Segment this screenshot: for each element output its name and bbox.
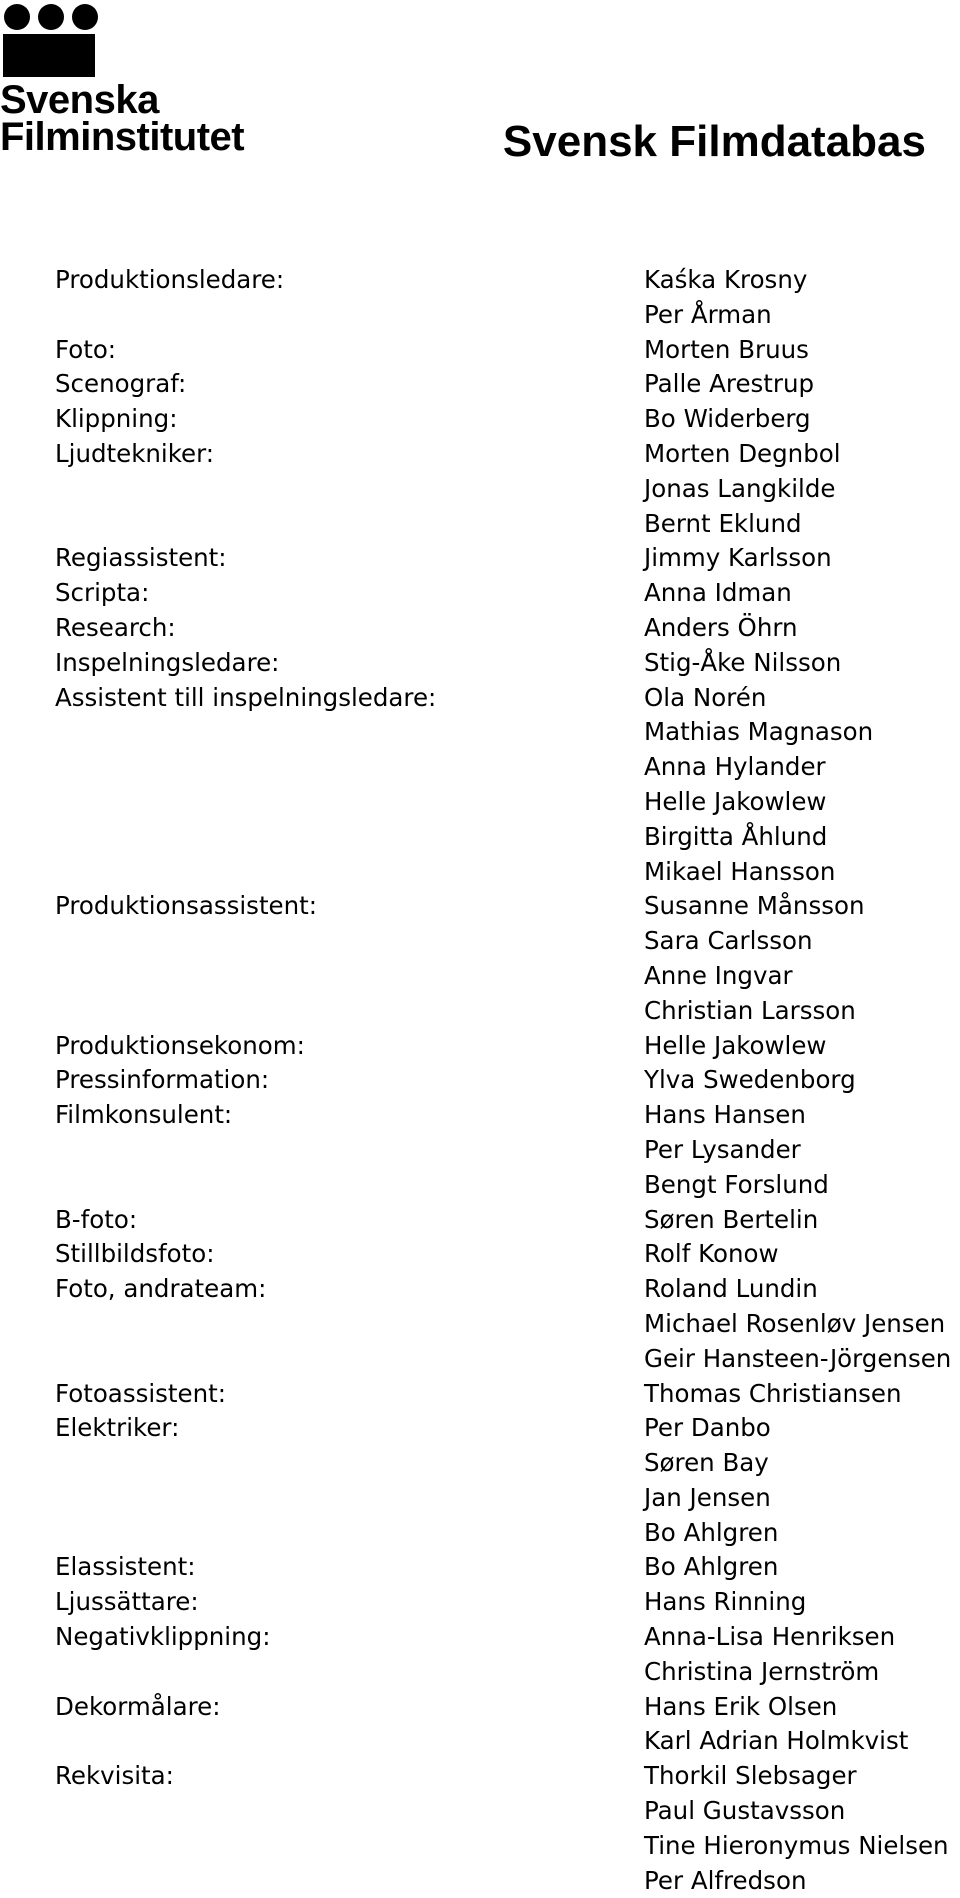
credit-name: Bo Widerberg [644,404,811,434]
credit-row [0,1516,960,1551]
credit-row [0,1029,960,1064]
credit-row [0,1446,960,1481]
credit-name: Kaśka Krosny [644,265,808,294]
credit-role: Inspelningsledare: [55,647,280,677]
credit-name: Søren Bay [644,1448,769,1478]
credit-name: Bengt Forslund [644,1169,829,1199]
credit-row [0,1377,960,1412]
credit-row [0,367,960,402]
credit-row [0,750,960,785]
credit-name: Birgitta Åhlund [644,821,828,851]
credit-row [0,1794,960,1829]
credit-row [0,1203,960,1238]
credit-role: Regiassistent: [55,543,227,573]
credit-role: Filmkonsulent: [55,1100,233,1130]
credit-name: Mathias Magnason [644,717,874,747]
credit-name: Per Danbo [644,1413,771,1443]
credit-role: Foto, andrateam: [55,1274,267,1304]
credit-name: Bo Ahlgren [644,1552,779,1582]
credit-name: Per Alfredson [644,1865,807,1895]
credit-role: Stillbildsfoto: [55,1239,215,1269]
credit-row [0,1168,960,1203]
credit-role: B-foto: [55,1204,138,1234]
credit-role: Rekvisita: [55,1761,174,1791]
credit-row [0,1272,960,1307]
credit-role: Dekormålare: [55,1691,221,1721]
credit-row [0,263,960,298]
credit-name: Anne Ingvar [644,960,793,990]
credit-row [0,437,960,472]
credit-name: Bernt Eklund [644,508,802,538]
credit-name: Karl Adrian Holmkvist [644,1726,909,1756]
credit-role: Produktionsekonom: [55,1030,305,1060]
credit-row [0,820,960,855]
credit-name: Anders Öhrn [644,612,798,642]
logo-square-icon [3,34,95,77]
credit-name: Thorkil Slebsager [644,1761,857,1791]
credit-row [0,1724,960,1759]
logo-text-line2: Filminstitutet [0,115,245,159]
credit-row [0,1690,960,1725]
credit-row [0,855,960,890]
credit-name: Roland Lundin [644,1274,818,1304]
credit-name: Christian Larsson [644,995,856,1025]
credit-name: Helle Jakowlew [644,786,827,816]
credit-name: Sara Carlsson [644,926,813,956]
credit-role: Scenograf: [55,369,187,399]
credit-row [0,472,960,507]
credit-row [0,1133,960,1168]
credit-name: Hans Erik Olsen [644,1691,838,1721]
credit-row [0,1307,960,1342]
credit-name: Per Årman [644,299,772,329]
credit-row [0,1342,960,1377]
credit-name: Morten Bruus [644,334,809,364]
credit-name: Palle Arestrup [644,369,815,399]
credit-name: Hans Hansen [644,1100,806,1130]
credit-role: Klippning: [55,404,178,434]
credit-row [0,924,960,959]
credit-name: Ola Norén [644,682,767,712]
credit-name: Jimmy Karlsson [644,543,832,573]
credit-name: Christina Jernström [644,1656,880,1686]
credit-role: Ljussättare: [55,1587,199,1617]
credit-role: Ljudtekniker: [55,438,215,468]
credit-role: Fotoassistent: [55,1378,226,1408]
credit-name: Susanne Månsson [644,891,865,921]
credit-name: Morten Degnbol [644,438,841,468]
credit-name: Mikael Hansson [644,856,836,886]
credit-name: Bo Ahlgren [644,1517,779,1547]
credit-row [0,507,960,542]
credit-row [0,1864,960,1898]
credit-name: Paul Gustavsson [644,1796,846,1826]
credit-role: Assistent till inspelningsledare: [55,682,437,712]
credit-role: Negativklippning: [55,1622,271,1652]
page-title: Svensk Filmdatabas [502,117,926,166]
credit-name: Søren Bertelin [644,1204,819,1234]
credit-row [0,1098,960,1133]
credit-row [0,994,960,1029]
credit-row [0,1655,960,1690]
credit-name: Anna-Lisa Henriksen [644,1622,896,1652]
credits-list [0,263,960,1898]
credit-name: Jonas Langkilde [644,473,836,503]
credit-name: Ylva Swedenborg [644,1065,856,1095]
credit-row [0,715,960,750]
credit-name: Stig-Åke Nilsson [644,647,842,677]
credit-row [0,1237,960,1272]
logo-text-line1: Svenska [0,78,159,122]
credit-role: Pressinformation: [55,1065,270,1095]
credit-name: Geir Hansteen-Jörgensen [644,1343,952,1373]
credit-row [0,1481,960,1516]
credit-name: Tine Hieronymus Nielsen [644,1830,949,1860]
logo [0,0,260,170]
credit-role: Scripta: [55,578,150,608]
credit-row [0,576,960,611]
credit-name: Jan Jensen [644,1482,771,1512]
credit-name: Thomas Christiansen [644,1378,902,1408]
credit-row [0,298,960,333]
credit-name: Per Lysander [644,1134,801,1164]
credit-row [0,889,960,924]
credit-row [0,959,960,994]
credit-row [0,646,960,681]
credit-name: Michael Rosenløv Jensen [644,1308,946,1338]
credit-role: Produktionsledare: [55,265,285,294]
credit-row [0,1759,960,1794]
credit-row [0,1829,960,1864]
credit-row [0,402,960,437]
credit-role: Elektriker: [55,1413,180,1443]
credit-row [0,1620,960,1655]
logo-dots-icon [2,2,100,32]
credit-role: Foto: [55,334,117,364]
credit-role: Produktionsassistent: [55,891,318,921]
credit-row [0,541,960,576]
credit-name: Anna Hylander [644,752,826,782]
credit-name: Hans Rinning [644,1587,807,1617]
credit-role: Elassistent: [55,1552,196,1582]
credit-row [0,681,960,716]
credit-row [0,1550,960,1585]
credit-row [0,1585,960,1620]
credit-name: Anna Idman [644,578,792,608]
credit-row [0,333,960,368]
credit-role: Research: [55,612,176,642]
credit-name: Helle Jakowlew [644,1030,827,1060]
credit-name: Rolf Konow [644,1239,779,1269]
credit-row [0,785,960,820]
credit-row [0,1411,960,1446]
credit-row [0,611,960,646]
credit-row [0,1063,960,1098]
